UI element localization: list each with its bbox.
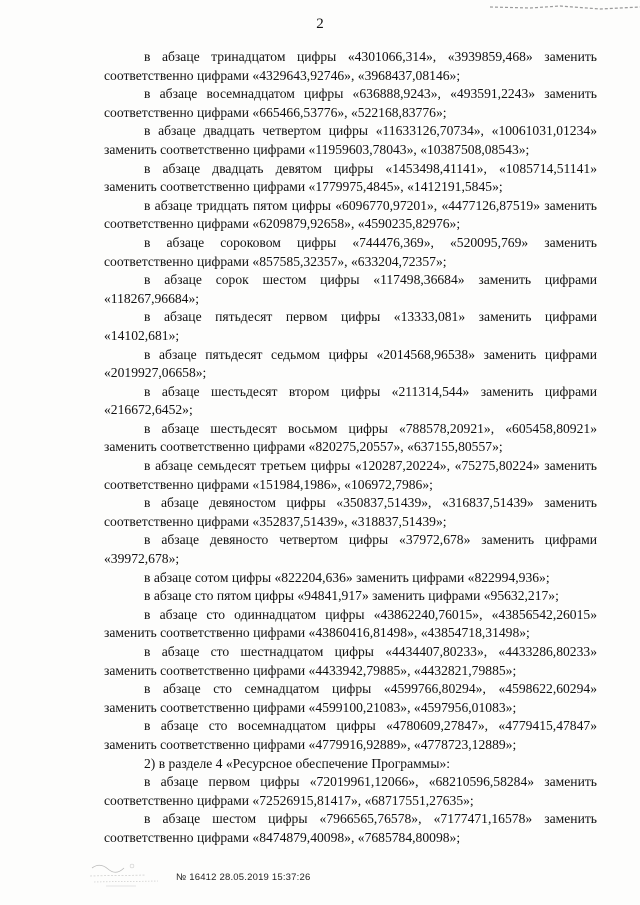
page-number: 2 bbox=[316, 16, 324, 32]
paragraph: в абзаце семьдесят третьем цифры «120287,20224», «75275,80224» заменить соответственно цифрами «151984,1986», «106972,7986»; bbox=[104, 458, 597, 492]
paragraph: в абзаце двадцать девятом цифры «1453498,41141», «1085714,51141» заменить соответственно цифрами «1779975,4845», «1412191,5845»; bbox=[104, 160, 597, 195]
document-body bbox=[104, 48, 597, 848]
paragraph: в абзаце тринадцатом цифры «4301066,314», «3939859,468» заменить соответственно цифрами «4329643,92746», «3968437,08146»; bbox=[104, 49, 597, 83]
footer bbox=[86, 860, 386, 890]
scan-edge-mark bbox=[490, 0, 640, 8]
paragraph: в абзаце сто одиннадцатом цифры «43862240,76015», «43856542,26015» заменить соответственно цифрами «43860416,81498», «43854718,31498»; bbox=[104, 606, 597, 641]
paragraph: в абзаце пятьдесят седьмом цифры «2014568,96538» заменить цифрами «2019927,06658»; bbox=[104, 346, 597, 381]
paragraph: в абзаце девяностом цифры «350837,51439», «316837,51439» заменить соответственно цифрами «352837,51439», «318837,51439»; bbox=[104, 495, 597, 529]
paragraph: в абзаце сотом цифры «822204,636» заменить цифрами «822994,936»; bbox=[144, 569, 550, 585]
paragraph: в абзаце двадцать четвертом цифры «11633126,70734», «10061031,01234» заменить соответственно цифрами «11959603,78043», «10387508,08543»; bbox=[104, 123, 597, 157]
paragraph: в абзаце сто восемнадцатом цифры «4780609,27847», «4779415,47847» заменить соответственно цифрами «4779916,92889», «4778723,12889»; bbox=[104, 718, 597, 752]
faded-stamp-icon bbox=[86, 860, 170, 890]
paragraph: в абзаце сто семнадцатом цифры «4599766,80294», «4598622,60294» заменить соответственно цифрами «4599100,21083», «4597956,01083»; bbox=[104, 681, 597, 715]
paragraph: в абзаце девяносто четвертом цифры «37972,678» заменить цифрами «39972,678»; bbox=[104, 532, 597, 567]
paragraph: в абзаце сороковом цифры «744476,369», «520095,769» заменить соответственно цифрами «857585,32357», «633204,72357»; bbox=[104, 234, 597, 269]
registration-number: № 16412 28.05.2019 15:37:26 bbox=[176, 872, 311, 883]
section-heading-paragraph: 2) в разделе 4 «Ресурсное обеспечение Программы»: bbox=[144, 755, 451, 771]
paragraph: в абзаце пятьдесят первом цифры «13333,081» заменить цифрами «14102,681»; bbox=[104, 309, 597, 343]
paragraph: в абзаце сто пятом цифры «94841,917» заменить цифрами «95632,217»; bbox=[144, 588, 559, 604]
paragraph: в абзаце шестьдесят втором цифры «211314,544» заменить цифрами «216672,6452»; bbox=[104, 383, 597, 418]
paragraph: в абзаце сорок шестом цифры «117498,36684» заменить цифрами «118267,96684»; bbox=[104, 272, 597, 306]
paragraph: в абзаце восемнадцатом цифры «636888,9243», «493591,2243» заменить соответственно цифрами «665466,53776», «522168,83776»; bbox=[104, 86, 597, 120]
paragraph: в абзаце шестьдесят восьмом цифры «788578,20921», «605458,80921» заменить соответственно цифрами «820275,20557», «637155,80557»; bbox=[104, 420, 597, 455]
paragraph: в абзаце тридцать пятом цифры «6096770,97201», «4477126,87519» заменить соответственно цифрами «6209879,92658», «4590235,82976»; bbox=[104, 197, 597, 232]
paragraph: в абзаце шестом цифры «7966565,76578», «7177471,16578» заменить соответственно цифрами «8474879,40098», «7685784,80098»; bbox=[104, 811, 597, 845]
paragraph: в абзаце первом цифры «72019961,12066», «68210596,58284» заменить соответственно цифрами «72526915,81417», «68717551,27635»; bbox=[104, 774, 597, 808]
paragraph: в абзаце сто шестнадцатом цифры «4434407,80233», «4433286,80233» заменить соответственно цифрами «4433942,79885», «4432821,79885»; bbox=[104, 644, 597, 678]
